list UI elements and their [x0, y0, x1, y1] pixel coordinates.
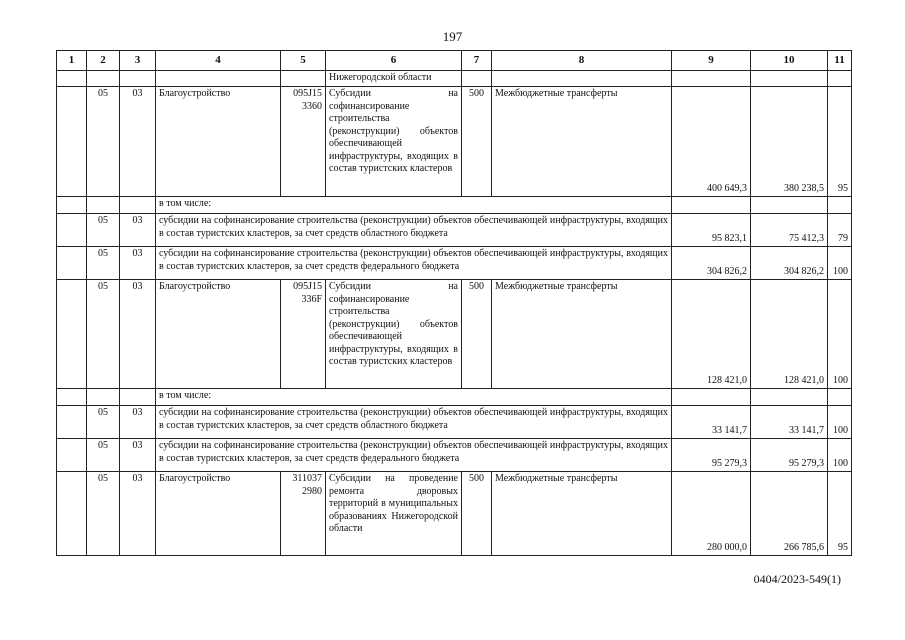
header-cell: 3: [120, 51, 156, 71]
expense-type-name: Межбюджетные трансферты: [492, 87, 672, 197]
planned-amount: 400 649,3: [672, 87, 751, 197]
document-code: 0404/2023-549(1): [753, 572, 841, 586]
target-code: 311037 2980: [281, 472, 326, 556]
expense-type-code: 500: [462, 280, 492, 389]
planned-amount: 128 421,0: [672, 280, 751, 389]
table-row: [57, 247, 852, 280]
header-cell: 6: [326, 51, 462, 71]
table-row: [57, 472, 852, 556]
subsection-code: 03: [120, 247, 156, 280]
percent-executed: 100: [828, 247, 852, 280]
header-cell: 2: [87, 51, 120, 71]
planned-amount: 304 826,2: [672, 247, 751, 280]
table-row: [57, 87, 852, 197]
expense-type-code: 500: [462, 87, 492, 197]
percent-executed: 95: [828, 472, 852, 556]
section-code: 05: [87, 214, 120, 247]
planned-amount: 280 000,0: [672, 472, 751, 556]
section-code: 05: [87, 406, 120, 439]
target-name: Субсидии на проведение ремонта дворовых территорий в муниципальных образованиях Нижегородской области: [326, 472, 462, 556]
table-row: [57, 439, 852, 472]
header-cell: 10: [751, 51, 828, 71]
header-cell: 7: [462, 51, 492, 71]
including-row: [57, 389, 852, 406]
header-cell: 5: [281, 51, 326, 71]
including-label: в том числе:: [156, 389, 672, 406]
budget-table: [56, 50, 852, 556]
target-name: Субсидии на софинансирование строительства (реконструкции) объектов обеспечивающей инфраструктуры, входящих в состав туристских кластеров: [326, 87, 462, 197]
subsection-code: 03: [120, 439, 156, 472]
continuation-row: [57, 71, 852, 87]
continued-text: Нижегородской области: [326, 71, 462, 87]
table-row: [57, 280, 852, 389]
header-cell: 4: [156, 51, 281, 71]
subsidy-description: субсидии на софинансирование строительства (реконструкции) объектов обеспечивающей инфраструктуры, входящих в состав туристских кластеров, за счет средств областного бюджета: [156, 406, 672, 439]
percent-executed: 100: [828, 280, 852, 389]
including-row: [57, 197, 852, 214]
subsidy-description: субсидии на софинансирование строительства (реконструкции) объектов обеспечивающей инфраструктуры, входящих в состав туристских кластеров, за счет средств федерального бюджета: [156, 247, 672, 280]
header-cell: 11: [828, 51, 852, 71]
expense-type-name: Межбюджетные трансферты: [492, 280, 672, 389]
subsection-code: 03: [120, 87, 156, 197]
header-row: [57, 51, 852, 71]
actual-amount: 75 412,3: [751, 214, 828, 247]
expense-type-name: Межбюджетные трансферты: [492, 472, 672, 556]
subsection-code: 03: [120, 280, 156, 389]
planned-amount: 95 279,3: [672, 439, 751, 472]
including-label: в том числе:: [156, 197, 672, 214]
section-name: Благоустройство: [156, 280, 281, 389]
target-name: Субсидии на софинансирование строительства (реконструкции) объектов обеспечивающей инфраструктуры, входящих в состав туристских кластеров: [326, 280, 462, 389]
page-number: 197: [442, 29, 463, 44]
actual-amount: 380 238,5: [751, 87, 828, 197]
actual-amount: 128 421,0: [751, 280, 828, 389]
percent-executed: 100: [828, 439, 852, 472]
percent-executed: 100: [828, 406, 852, 439]
header-cell: 9: [672, 51, 751, 71]
expense-type-code: 500: [462, 472, 492, 556]
section-code: 05: [87, 247, 120, 280]
target-code: 095J15 3360: [281, 87, 326, 197]
section-code: 05: [87, 439, 120, 472]
actual-amount: 95 279,3: [751, 439, 828, 472]
actual-amount: 33 141,7: [751, 406, 828, 439]
subsidy-description: субсидии на софинансирование строительства (реконструкции) объектов обеспечивающей инфраструктуры, входящих в состав туристских кластеров, за счет средств областного бюджета: [156, 214, 672, 247]
section-code: 05: [87, 472, 120, 556]
percent-executed: 79: [828, 214, 852, 247]
section-code: 05: [87, 87, 120, 197]
subsidy-description: субсидии на софинансирование строительства (реконструкции) объектов обеспечивающей инфраструктуры, входящих в состав туристских кластеров, за счет средств федерального бюджета: [156, 439, 672, 472]
table-row: [57, 214, 852, 247]
header-cell: 8: [492, 51, 672, 71]
header-cell: 1: [57, 51, 87, 71]
percent-executed: 95: [828, 87, 852, 197]
planned-amount: 95 823,1: [672, 214, 751, 247]
subsection-code: 03: [120, 472, 156, 556]
subsection-code: 03: [120, 406, 156, 439]
target-code: 095J15 336F: [281, 280, 326, 389]
actual-amount: 266 785,6: [751, 472, 828, 556]
planned-amount: 33 141,7: [672, 406, 751, 439]
section-name: Благоустройство: [156, 472, 281, 556]
section-code: 05: [87, 280, 120, 389]
table-row: [57, 406, 852, 439]
actual-amount: 304 826,2: [751, 247, 828, 280]
section-name: Благоустройство: [156, 87, 281, 197]
subsection-code: 03: [120, 214, 156, 247]
